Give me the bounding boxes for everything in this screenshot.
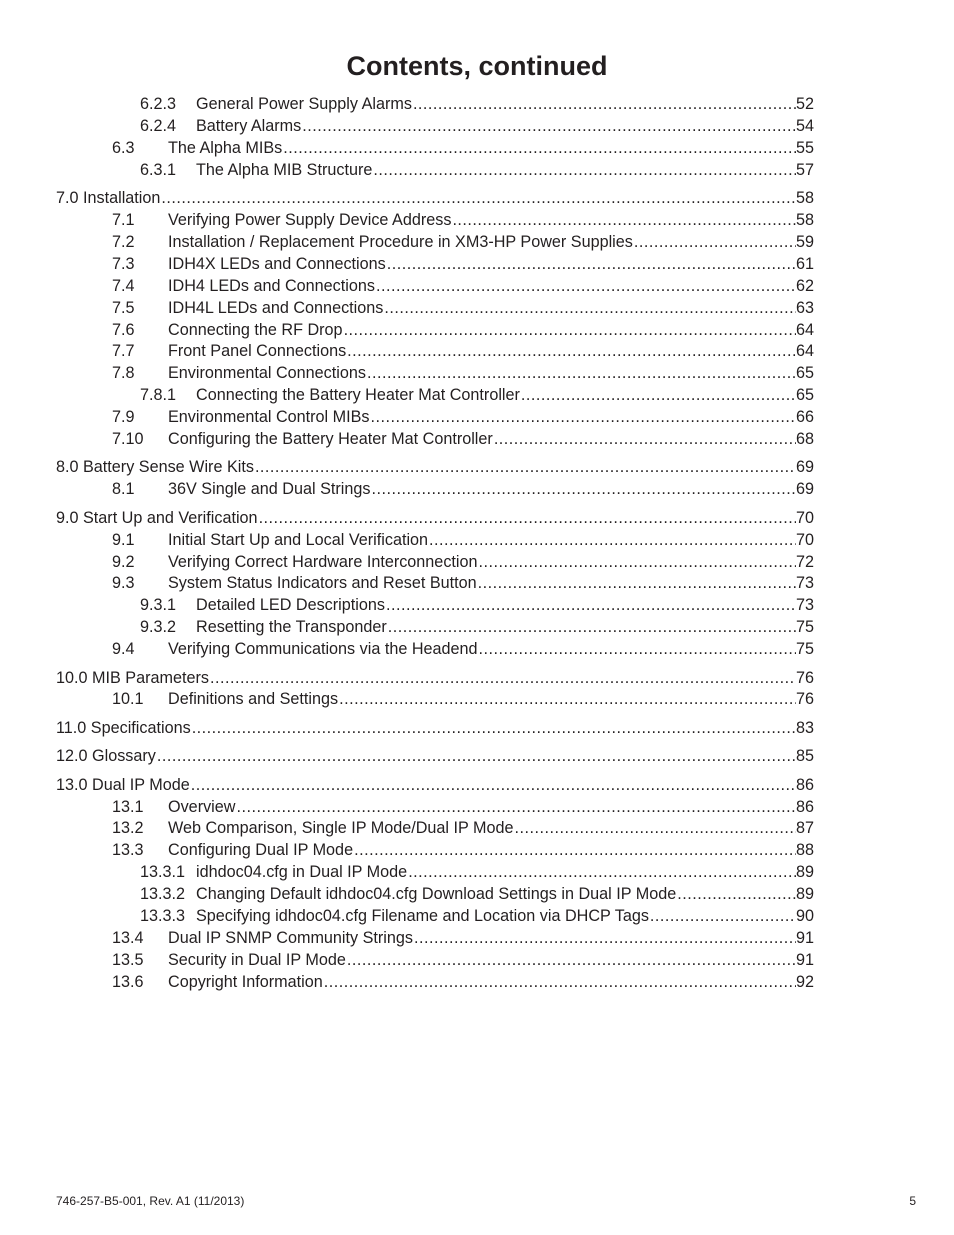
dot-leader	[649, 905, 796, 927]
toc-entry-page: 52	[795, 95, 814, 113]
dot-leader	[375, 275, 796, 297]
dot-leader	[412, 93, 796, 115]
toc-entry[interactable]	[112, 572, 814, 594]
toc-entry-title: 10.0 MIB Parameters	[56, 668, 209, 687]
toc-entry[interactable]	[56, 456, 814, 478]
dot-leader	[353, 839, 796, 861]
toc-entry-title: The Alpha MIBs	[168, 138, 283, 157]
toc-entry[interactable]	[56, 717, 814, 739]
toc-entry-page: 90	[795, 907, 814, 925]
toc-entry-page: 72	[795, 552, 814, 571]
dot-leader	[514, 817, 796, 839]
dot-leader	[254, 456, 796, 478]
toc-entry-page: 62	[795, 276, 814, 295]
dot-leader	[387, 616, 796, 638]
dot-leader	[156, 745, 796, 767]
toc-entry-number: 9.4	[112, 640, 135, 659]
toc-entry-page: 57	[795, 160, 814, 179]
toc-entry[interactable]	[140, 93, 814, 115]
toc-entry-number: 13.2	[112, 819, 144, 838]
dot-leader	[343, 319, 796, 341]
toc-entry[interactable]	[112, 209, 814, 231]
toc-entry[interactable]	[112, 927, 814, 949]
toc-entry-title: Environmental Control MIBs	[168, 408, 370, 427]
dot-leader	[323, 971, 796, 993]
toc-entry[interactable]	[112, 638, 814, 660]
toc-entry[interactable]	[112, 297, 814, 319]
toc-entry-title: IDH4 LEDs and Connections	[168, 276, 375, 295]
dot-leader	[478, 638, 796, 660]
toc-entry-page: 55	[795, 138, 814, 157]
toc-entry-title: Connecting the Battery Heater Mat Controller	[196, 386, 520, 405]
dot-leader	[385, 594, 796, 616]
toc-entry[interactable]	[112, 839, 814, 861]
toc-entry-number: 13.3.2	[140, 885, 186, 904]
toc-entry-page: 87	[795, 819, 814, 838]
toc-entry[interactable]	[140, 905, 814, 927]
toc-entry-page: 69	[795, 480, 814, 499]
toc-entry-page: 65	[795, 364, 814, 383]
toc-entry-number: 7.4	[112, 276, 135, 295]
toc-entry[interactable]	[112, 275, 814, 297]
toc-entry-title: Environmental Connections	[168, 364, 366, 383]
toc-entry-page: 68	[795, 430, 814, 448]
toc-entry-title: Configuring the Battery Heater Mat Controller	[168, 430, 493, 448]
toc-entry-number: 13.5	[112, 950, 144, 969]
toc-entry[interactable]	[112, 551, 814, 573]
toc-entry-number: 7.6	[112, 320, 135, 339]
toc-entry[interactable]	[56, 187, 814, 209]
toc-entry-page: 73	[795, 596, 814, 615]
toc-entry-number: 13.4	[112, 928, 144, 947]
toc-entry-title: General Power Supply Alarms	[196, 95, 412, 113]
toc-entry-number: 13.6	[112, 972, 144, 991]
toc-entry-title: Overview	[168, 797, 236, 816]
toc-entry[interactable]	[112, 362, 814, 384]
toc-entry-page: 91	[795, 928, 814, 947]
toc-entry-number: 9.1	[112, 530, 135, 549]
toc-entry-page: 59	[795, 232, 814, 251]
toc-entry-title: Changing Default idhdoc04.cfg Download Settings in Dual IP Mode	[196, 885, 677, 904]
toc-entry-title: 8.0 Battery Sense Wire Kits	[56, 458, 254, 477]
dot-leader	[386, 253, 796, 275]
toc-entry[interactable]	[112, 529, 814, 551]
toc-entry-number: 7.9	[112, 408, 135, 427]
dot-leader	[478, 551, 796, 573]
page-number: 5	[909, 1194, 916, 1208]
dot-leader	[301, 115, 796, 137]
toc-entry-number: 7.7	[112, 342, 135, 361]
toc-entry-number: 7.1	[112, 211, 135, 229]
toc-entry-number: 6.3.1	[140, 160, 177, 179]
toc-entry-title: Dual IP SNMP Community Strings	[168, 928, 413, 947]
toc-entry[interactable]	[112, 231, 814, 253]
toc-entry-title: Specifying idhdoc04.cfg Filename and Location via DHCP Tags	[196, 907, 649, 925]
dot-leader	[282, 137, 796, 159]
toc-entry-title: 12.0 Glossary	[56, 747, 156, 766]
dot-leader	[383, 297, 796, 319]
toc-entry-number: 9.3.2	[140, 618, 177, 637]
toc-entry-title: Battery Alarms	[196, 116, 302, 135]
dot-leader	[493, 428, 796, 450]
dot-leader	[235, 796, 796, 818]
toc-entry-page: 64	[795, 342, 814, 361]
dot-leader	[451, 209, 796, 231]
toc-entry-number: 13.3.1	[140, 863, 186, 882]
toc-entry-number: 6.3	[112, 138, 135, 157]
toc-entry-page: 65	[795, 386, 814, 405]
toc-entry-title: Copyright Information	[168, 972, 323, 991]
toc-entry-title: Security in Dual IP Mode	[168, 950, 346, 969]
toc-entry-title: Front Panel Connections	[168, 342, 347, 361]
toc-entry[interactable]	[140, 594, 814, 616]
toc-entry[interactable]	[56, 507, 814, 529]
toc-entry-title: Verifying Correct Hardware Interconnection	[168, 552, 478, 571]
dot-leader	[633, 231, 796, 253]
toc-entry[interactable]	[112, 796, 814, 818]
toc-entry-page: 70	[795, 508, 814, 527]
dot-leader	[209, 667, 796, 689]
toc-entry[interactable]	[56, 667, 814, 689]
toc-entry-title: Connecting the RF Drop	[168, 320, 343, 339]
dot-leader	[258, 507, 796, 529]
toc-entry-number: 13.3.3	[140, 907, 186, 925]
toc-entry[interactable]	[56, 745, 814, 767]
toc-entry-page: 66	[795, 408, 814, 427]
toc-entry[interactable]	[112, 137, 814, 159]
toc-entry-title: 7.0 Installation	[56, 189, 161, 208]
toc-entry-page: 75	[795, 618, 814, 637]
toc-entry[interactable]	[112, 406, 814, 428]
dot-leader	[190, 774, 796, 796]
toc-entry-page: 85	[795, 747, 814, 766]
dot-leader	[520, 384, 796, 406]
toc-entry-title: Verifying Communications via the Headend	[168, 640, 478, 659]
dot-leader	[413, 927, 796, 949]
toc-entry-title: Definitions and Settings	[168, 690, 339, 709]
toc-entry-number: 13.1	[112, 797, 144, 816]
document-number: 746-257-B5-001, Rev. A1 (11/2013)	[56, 1194, 245, 1208]
toc-entry-number: 7.10	[112, 430, 144, 448]
toc-entry-number: 6.2.3	[140, 95, 177, 113]
toc-entry-number: 6.2.4	[140, 116, 177, 135]
toc-entry[interactable]	[112, 478, 814, 500]
toc-entry[interactable]	[140, 883, 814, 905]
toc-entry[interactable]	[112, 319, 814, 341]
toc-entry-page: 54	[795, 116, 814, 135]
toc-entry-page: 91	[795, 950, 814, 969]
toc-entry-page: 70	[795, 530, 814, 549]
dot-leader	[370, 478, 796, 500]
toc-entry-page: 64	[795, 320, 814, 339]
dot-leader	[346, 949, 796, 971]
toc-entry-number: 7.8	[112, 364, 135, 383]
toc-entry-number: 13.3	[112, 841, 144, 860]
toc-entry[interactable]	[112, 949, 814, 971]
toc-entry[interactable]	[140, 159, 814, 181]
toc-entry-title: System Status Indicators and Reset Button	[168, 574, 477, 593]
toc-entry-page: 88	[795, 841, 814, 860]
toc-entry-page: 58	[795, 189, 814, 208]
toc-entry-title: Verifying Power Supply Device Address	[168, 211, 452, 229]
toc-entry-number: 7.8.1	[140, 386, 177, 405]
toc-entry-number: 10.1	[112, 690, 144, 709]
dot-leader	[372, 159, 796, 181]
toc-entry-number: 7.3	[112, 254, 135, 273]
toc-entry[interactable]	[140, 115, 814, 137]
toc-entry-page: 89	[795, 885, 814, 904]
dot-leader	[370, 406, 796, 428]
toc-entry-page: 76	[795, 690, 814, 709]
dot-leader	[428, 529, 796, 551]
toc-entry-title: Configuring Dual IP Mode	[168, 841, 354, 860]
dot-leader	[338, 688, 796, 710]
dot-leader	[676, 883, 796, 905]
toc-entry-page: 86	[795, 775, 814, 794]
toc-entry[interactable]	[112, 253, 814, 275]
toc-entry-page: 69	[795, 458, 814, 477]
toc-entry-page: 61	[795, 254, 814, 273]
toc-entry-title: IDH4X LEDs and Connections	[168, 254, 386, 273]
toc-entry[interactable]	[140, 384, 814, 406]
dot-leader	[477, 572, 796, 594]
toc-entry-page: 73	[795, 574, 814, 593]
toc-entry-page: 75	[795, 640, 814, 659]
toc-entry-title: Resetting the Transponder	[196, 618, 387, 637]
toc-entry-page: 58	[795, 211, 814, 229]
dot-leader	[366, 362, 796, 384]
toc-entry-number: 9.2	[112, 552, 135, 571]
toc-entry[interactable]	[140, 861, 814, 883]
toc-entry-title: Detailed LED Descriptions	[196, 596, 385, 615]
toc-entry-page: 76	[795, 668, 814, 687]
toc-entry-number: 8.1	[112, 480, 135, 499]
toc-entry-title: idhdoc04.cfg in Dual IP Mode	[196, 863, 408, 882]
toc-entry-number: 7.2	[112, 232, 135, 251]
dot-leader	[191, 717, 796, 739]
toc-entry-title: 11.0 Specifications	[56, 718, 191, 737]
toc-entry-number: 9.3	[112, 574, 135, 593]
dot-leader	[407, 861, 796, 883]
toc-entry-title: 9.0 Start Up and Verification	[56, 508, 258, 527]
toc-entry-page: 92	[795, 972, 814, 991]
toc-entry-title: Initial Start Up and Local Verification	[168, 530, 429, 549]
toc-entry[interactable]	[112, 971, 814, 993]
toc-entry[interactable]	[112, 817, 814, 839]
dot-leader	[346, 340, 796, 362]
toc-entry-title: 13.0 Dual IP Mode	[56, 775, 190, 794]
toc-entry[interactable]	[56, 774, 814, 796]
dot-leader	[160, 187, 796, 209]
page-title: Contents, continued	[346, 51, 608, 81]
toc-entry-page: 83	[795, 718, 814, 737]
toc-entry[interactable]	[112, 428, 814, 450]
toc-entry-number: 9.3.1	[140, 596, 177, 615]
toc-entry-title: IDH4L LEDs and Connections	[168, 298, 384, 317]
toc-entry-title: 36V Single and Dual Strings	[168, 480, 371, 499]
toc-entry-title: Web Comparison, Single IP Mode/Dual IP Mode	[168, 819, 514, 838]
toc-entry-page: 89	[795, 863, 814, 882]
toc-entry[interactable]	[112, 688, 814, 710]
toc-entry[interactable]	[112, 340, 814, 362]
toc-entry-title: The Alpha MIB Structure	[196, 160, 373, 179]
toc-entry-title: Installation / Replacement Procedure in XM3-HP Power Supplies	[168, 232, 633, 251]
toc-entry-page: 63	[795, 298, 814, 317]
toc-entry[interactable]	[140, 616, 814, 638]
toc-entry-number: 7.5	[112, 298, 135, 317]
toc-entry-page: 86	[795, 797, 814, 816]
